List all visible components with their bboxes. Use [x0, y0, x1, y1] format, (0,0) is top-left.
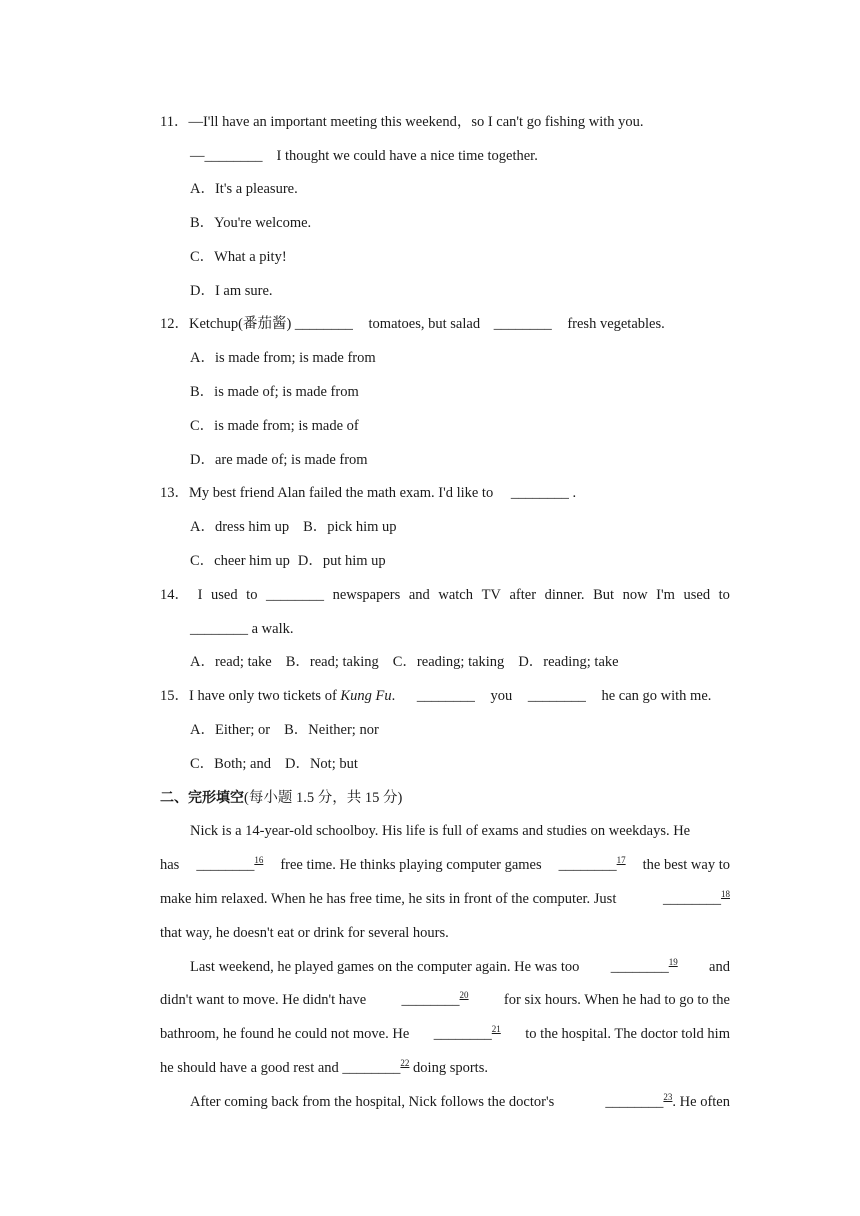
- question-14-stem: [160, 585, 730, 605]
- passage-text: free time. He thinks playing computer games: [280, 857, 542, 873]
- question-15-options-cd: [190, 754, 730, 774]
- question-12-part3: fresh vegetables.: [567, 316, 665, 332]
- stem-word: now: [622, 587, 648, 603]
- question-15-stem: [160, 686, 730, 706]
- question-14-options: [190, 652, 730, 672]
- stem-word: I'm: [656, 587, 675, 603]
- question-14-option-b: B．read; taking: [285, 654, 379, 670]
- passage-line-7: [160, 1024, 730, 1044]
- question-12-part2: tomatoes, but salad: [368, 316, 481, 332]
- passage-text: didn't want to move. He didn't have: [160, 992, 367, 1008]
- answer-blank: ________: [204, 148, 263, 164]
- question-14-line2: ________ a walk.: [190, 621, 294, 637]
- stem-word: to: [246, 587, 258, 603]
- stem-word: used: [683, 587, 711, 603]
- question-13-options-cd: [190, 551, 730, 571]
- question-13-option-d: D．put him up: [297, 553, 386, 569]
- answer-blank: ________: [294, 316, 353, 332]
- passage-text: make him relaxed. When he has free time, he sits in front of the computer. Just: [160, 891, 617, 907]
- question-15-option-c: C．Both; and: [190, 756, 271, 772]
- passage-line-1: Nick is a 14-year-old schoolboy. His life is full of exams and studies on weekdays. He: [190, 823, 691, 839]
- question-14-option-d: D．reading; take: [518, 654, 619, 670]
- cloze-blank-16: ________$^{16}$: [196, 855, 264, 873]
- dash: —: [190, 148, 205, 164]
- question-12-option-a: A．is made from; is made from: [190, 350, 376, 366]
- question-13-stem: [160, 483, 730, 503]
- stem-word: dinner.: [544, 587, 585, 603]
- question-13-option-b: B．pick him up: [303, 519, 397, 535]
- stem-word: TV: [481, 587, 501, 603]
- passage-line-5: [190, 957, 730, 977]
- question-11-option-d: D．I am sure.: [190, 283, 273, 299]
- section-title: 二、完形填空: [160, 790, 244, 806]
- passage-text: doing sports.: [413, 1060, 488, 1076]
- blank-number: 22: [400, 1058, 410, 1068]
- question-12-part1: 12．Ketchup(番茄酱): [160, 316, 292, 332]
- passage-text: he should have a good rest and: [160, 1060, 339, 1076]
- cloze-blank-18: ________$^{18}$: [663, 889, 730, 907]
- answer-blank: ________: [510, 485, 569, 501]
- passage-text: to the hospital. The doctor told him: [525, 1026, 730, 1042]
- cloze-blank-19: ________$^{19}$: [610, 957, 678, 975]
- blank-number: 18: [721, 889, 730, 899]
- question-13-part1: 13．My best friend Alan failed the math exam. I'd like to: [160, 485, 494, 501]
- question-12-option-c: C．is made from; is made of: [190, 418, 359, 434]
- answer-blank: ________: [527, 688, 586, 704]
- blank-number: 21: [491, 1024, 501, 1034]
- stem-word: to: [718, 587, 730, 603]
- question-13-option-a: A．dress him up: [190, 519, 290, 535]
- passage-text: Last weekend, he played games on the computer again. He was too: [190, 959, 580, 975]
- passage-text: and: [709, 959, 730, 975]
- answer-blank: ________: [493, 316, 552, 332]
- stem-word: newspapers: [332, 587, 401, 603]
- question-13-period: .: [572, 485, 577, 501]
- stem-word: But: [593, 587, 615, 603]
- question-15-options-ab: [190, 720, 730, 740]
- question-11-option-c: C．What a pity!: [190, 249, 287, 265]
- passage-line-9: [190, 1092, 730, 1112]
- passage-text: . He often: [672, 1094, 730, 1110]
- stem-word: and: [408, 587, 430, 603]
- blank-number: 17: [616, 855, 626, 865]
- passage-line-3: [160, 889, 730, 909]
- passage-text: has: [160, 857, 180, 873]
- answer-blank: ________: [266, 587, 325, 603]
- cloze-blank-21: ________$^{21}$: [433, 1024, 501, 1042]
- passage-text: bathroom, he found he could not move. He: [160, 1026, 410, 1042]
- passage-text: After coming back from the hospital, Nick follows the doctor's: [190, 1094, 555, 1110]
- question-11-line2: [190, 146, 730, 166]
- section-points: (每小题 1.5 分，共 15 分): [244, 790, 403, 806]
- blank-number: 20: [459, 990, 469, 1000]
- question-11-option-b: B．You're welcome.: [190, 215, 312, 231]
- passage-line-6: [160, 990, 730, 1010]
- stem-word: 14．: [160, 587, 189, 603]
- cloze-blank-17: ________$^{17}$: [558, 855, 626, 873]
- blank-number: 23: [663, 1092, 673, 1102]
- question-13-option-c: C．cheer him up: [190, 553, 290, 569]
- blank-number: 16: [254, 855, 264, 865]
- question-15-option-a: A．Either; or: [190, 722, 271, 738]
- question-12-option-d: D．are made of; is made from: [190, 452, 368, 468]
- passage-line-4: that way, he doesn't eat or drink for several hours.: [160, 925, 449, 941]
- stem-word: used: [211, 587, 238, 603]
- section-heading: [160, 788, 730, 808]
- question-14-option-c: C．reading; taking: [392, 654, 505, 670]
- question-11-option-a: A．It's a pleasure.: [190, 181, 298, 197]
- question-14-option-a: A．read; take: [190, 654, 272, 670]
- question-15-option-d: D．Not; but: [284, 756, 358, 772]
- passage-text: the best way to: [642, 857, 730, 873]
- movie-title: Kung Fu: [340, 688, 392, 704]
- period: .: [391, 688, 396, 704]
- question-12-stem: [160, 314, 730, 334]
- blank-number: 19: [668, 957, 678, 967]
- question-15-option-b: B．Neither; nor: [284, 722, 379, 738]
- cloze-blank-22: ________$^{22}$: [342, 1058, 410, 1076]
- passage-line-8: [160, 1058, 730, 1078]
- question-15-part2: he can go with me.: [601, 688, 712, 704]
- cloze-blank-20: ________$^{20}$: [401, 990, 469, 1008]
- stem-word: I: [197, 587, 203, 603]
- question-11-text: I thought we could have a nice time together.: [276, 148, 538, 164]
- stem-word: watch: [438, 587, 473, 603]
- question-11-stem: 11．—I'll have an important meeting this weekend，so I can't go fishing with you.: [160, 114, 644, 130]
- passage-text: for six hours. When he had to go to the: [503, 992, 730, 1008]
- question-12-option-b: B．is made of; is made from: [190, 384, 359, 400]
- question-15-word: you: [490, 688, 513, 704]
- passage-line-2: [160, 855, 730, 875]
- cloze-blank-23: ________$^{23}$. He often: [605, 1092, 730, 1110]
- question-15-part1: 15．I have only two tickets of: [160, 688, 337, 704]
- question-13-options-ab: [190, 517, 730, 537]
- answer-blank: ________: [416, 688, 475, 704]
- stem-word: after: [509, 587, 537, 603]
